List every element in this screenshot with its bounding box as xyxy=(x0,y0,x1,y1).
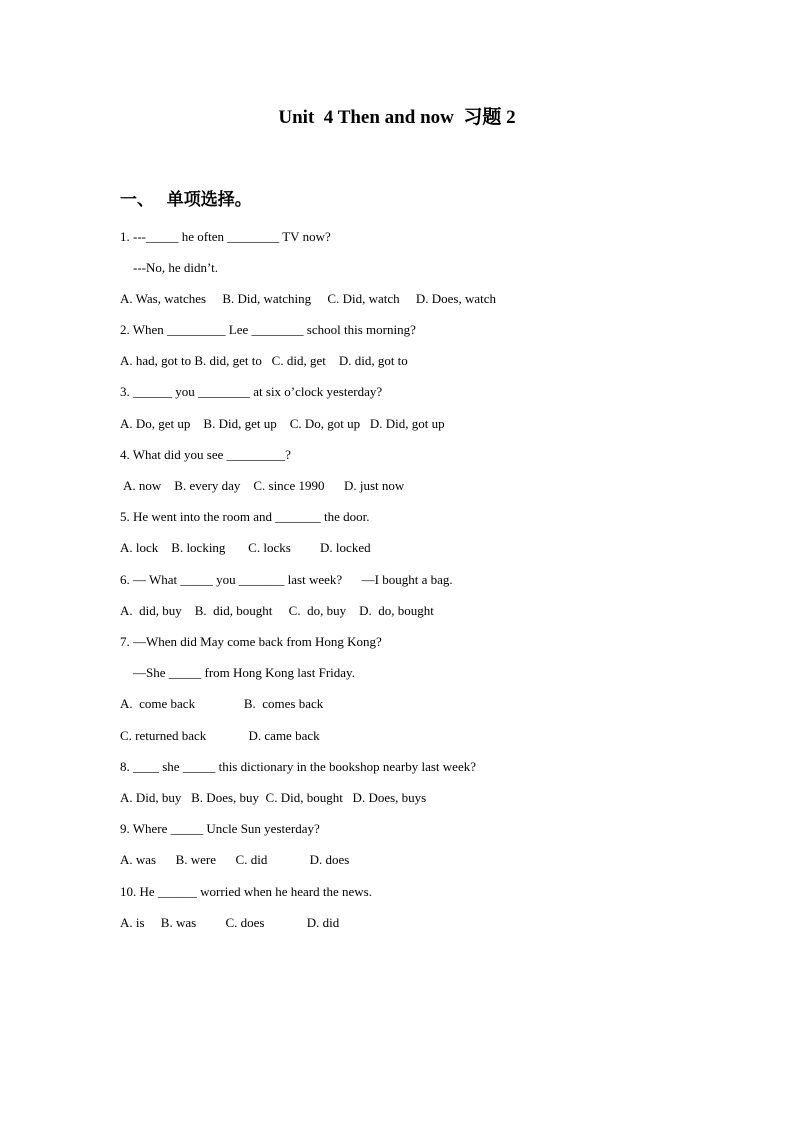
options-7-cd: C. returned back D. came back xyxy=(120,728,320,743)
options-5: A. lock B. locking C. locks D. locked xyxy=(120,540,371,555)
options-2: A. had, got to B. did, get to C. did, get D. did, got to xyxy=(120,353,408,368)
question-7: 7. —When did May come back from Hong Kong? xyxy=(120,634,382,649)
section-heading: 一、 单项选择。 xyxy=(120,190,252,209)
options-4: A. now B. every day C. since 1990 D. just now xyxy=(123,478,405,493)
options-3: A. Do, get up B. Did, get up C. Do, got up D. Did, got up xyxy=(120,416,445,431)
question-4: 4. What did you see _________? xyxy=(120,447,291,462)
question-1-answer: ---No, he didn’t. xyxy=(133,260,218,275)
options-7-ab: A. come back B. comes back xyxy=(120,696,324,711)
options-1: A. Was, watches B. Did, watching C. Did, watch D. Does, watch xyxy=(120,291,497,306)
question-3: 3. ______ you ________ at six o’clock yesterday? xyxy=(120,384,383,399)
question-7-answer: —She _____ from Hong Kong last Friday. xyxy=(133,665,355,680)
question-6: 6. — What _____ you _______ last week? —I bought a bag. xyxy=(120,572,453,587)
question-1: 1. ---_____ he often ________ TV now? xyxy=(120,229,331,244)
page-title: Unit 4 Then and now 习题 2 xyxy=(278,107,516,128)
options-10: A. is B. was C. does D. did xyxy=(120,915,340,930)
question-2: 2. When _________ Lee ________ school this morning? xyxy=(120,322,416,337)
options-6: A. did, buy B. did, bought C. do, buy D. do, bought xyxy=(120,603,434,618)
question-9: 9. Where _____ Uncle Sun yesterday? xyxy=(120,821,320,836)
options-9: A. was B. were C. did D. does xyxy=(120,852,350,867)
question-8: 8. ____ she _____ this dictionary in the bookshop nearby last week? xyxy=(120,759,476,774)
options-8: A. Did, buy B. Does, buy C. Did, bought D. Does, buys xyxy=(120,790,427,805)
question-5: 5. He went into the room and _______ the door. xyxy=(120,509,370,524)
question-10: 10. He ______ worried when he heard the news. xyxy=(120,884,372,899)
